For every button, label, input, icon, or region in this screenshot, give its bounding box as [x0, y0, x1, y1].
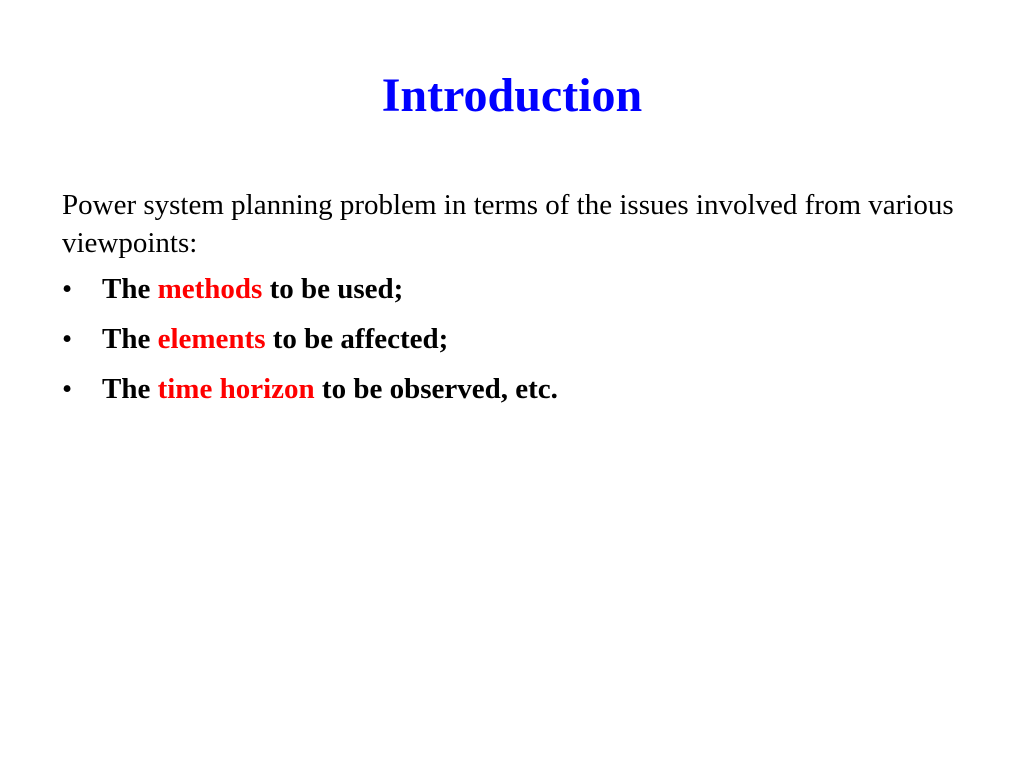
slide-body [62, 186, 962, 420]
intro-paragraph: Power system planning problem in terms of the issues involved from various viewpoints: [62, 189, 954, 259]
bullet-icon: • [62, 373, 73, 405]
slide-title: Introduction [381, 69, 643, 122]
bullet-highlight: methods [157, 273, 263, 305]
bullet-suffix: to be observed, etc. [321, 373, 558, 405]
bullet-suffix: to be affected; [272, 323, 449, 355]
bullet-icon: • [62, 323, 73, 355]
bullet-prefix: The [102, 323, 151, 355]
bullet-item-methods [62, 270, 962, 308]
bullet-highlight: time horizon [157, 373, 315, 405]
bullet-highlight: elements [157, 323, 266, 355]
bullet-prefix: The [102, 373, 151, 405]
bullet-item-elements [62, 320, 962, 358]
bullet-icon: • [62, 273, 73, 305]
bullet-suffix: to be used; [269, 273, 404, 305]
bullet-list [62, 270, 962, 408]
bullet-prefix: The [102, 273, 151, 305]
bullet-item-time-horizon [62, 370, 962, 408]
